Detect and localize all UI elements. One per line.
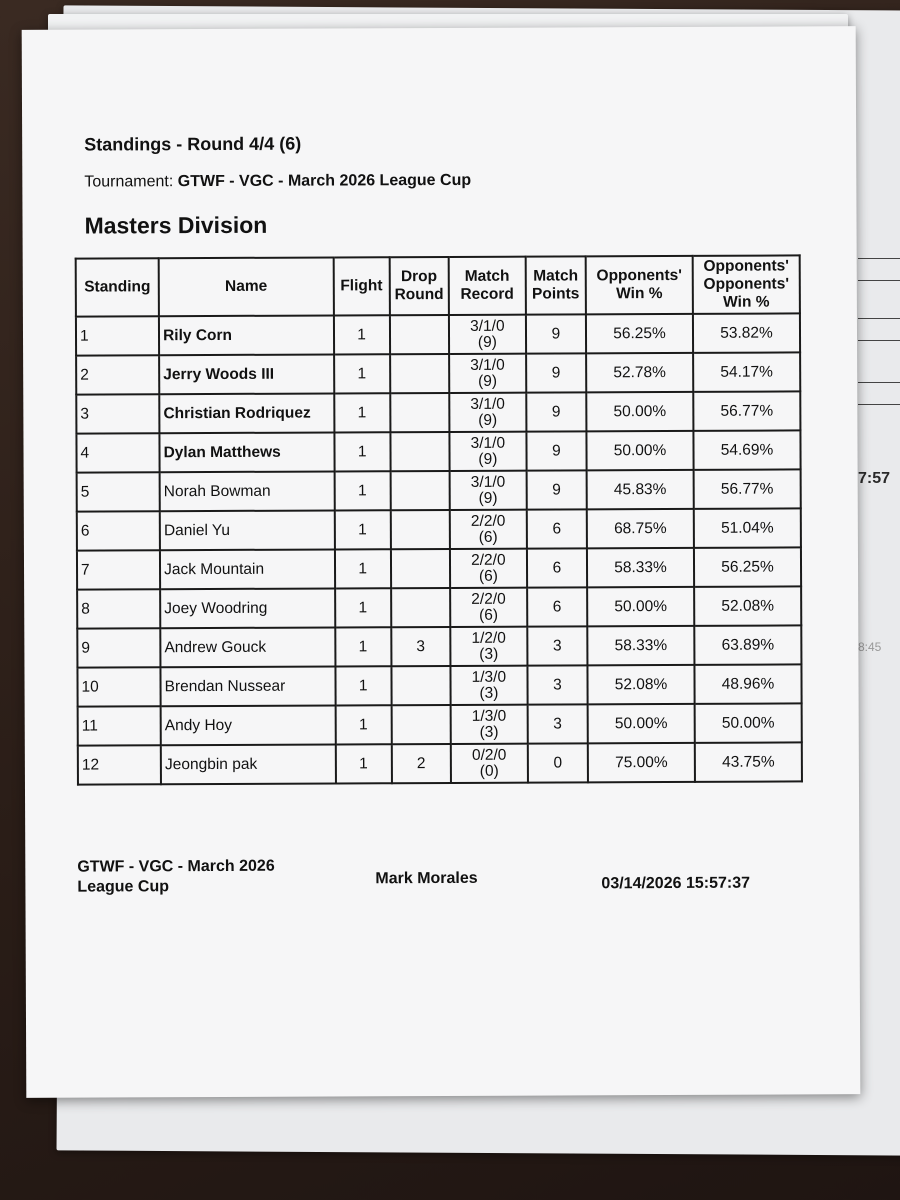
cell-player-name: Jack Mountain [160,549,335,589]
record-points: (6) [478,567,498,585]
cell-player-name: Norah Bowman [160,471,335,511]
cell-flight: 1 [335,549,391,588]
cell-match-record [449,432,526,471]
cell-flight: 1 [334,510,390,549]
cell-match-record [449,354,526,393]
record-wlt: 0/2/0 [471,746,507,764]
cell-match-record [450,627,527,666]
cell-opponents-win: 75.00% [588,743,695,782]
column-header-flight: Flight [333,257,389,315]
footer-event-name [77,856,327,897]
cell-standing: 1 [76,316,159,355]
cell-drop-round [390,354,449,393]
record-wlt: 2/2/0 [471,551,506,569]
record-points: (9) [478,372,498,390]
column-header-match-record: Match Record [449,257,526,315]
record-points: (6) [479,606,499,624]
cell-drop-round [391,588,450,627]
cell-standing: 9 [77,628,160,667]
cell-opp-opp-win: 63.89% [694,625,801,664]
cell-match-record [450,588,527,627]
cell-opponents-win: 50.00% [586,392,693,431]
cell-flight: 1 [335,744,391,783]
cell-match-points: 9 [526,314,586,353]
cell-match-points: 9 [526,392,586,431]
cell-standing: 2 [76,355,159,394]
cell-match-points: 3 [527,626,587,665]
standings-rows [76,313,802,784]
cell-match-record [449,315,526,354]
cell-opponents-win: 56.25% [586,314,693,353]
record-points: (6) [478,528,498,546]
cell-opp-opp-win: 51.04% [694,508,801,547]
cell-drop-round [390,432,449,471]
cell-match-record [450,510,527,549]
record-wlt: 3/1/0 [470,434,506,452]
cell-standing: 6 [77,511,160,550]
cell-match-record [449,393,526,432]
cell-match-record [451,744,528,783]
cell-match-points: 9 [526,431,586,470]
background-page-line [858,258,900,259]
cell-player-name: Andrew Gouck [160,627,335,667]
table-row [77,547,801,589]
cell-drop-round [390,510,449,549]
cell-drop-round [390,315,449,354]
cell-match-points: 6 [527,587,587,626]
table-row [77,664,801,706]
cell-opp-opp-win: 53.82% [693,313,800,352]
table-row [77,586,801,628]
cell-player-name: Rily Corn [159,315,334,355]
record-wlt: 3/1/0 [470,473,506,491]
column-header-match-points: Match Points [525,256,585,314]
cell-drop-round [391,666,450,705]
cell-opponents-win: 52.08% [587,665,694,704]
cell-standing: 3 [76,394,159,433]
cell-flight: 1 [334,393,390,432]
table-row [76,352,800,394]
cell-drop-round [391,549,450,588]
cell-flight: 1 [335,666,391,705]
background-page-line [858,404,900,405]
footer-event-line2: League Cup [77,878,170,896]
table-row [78,742,802,784]
record-wlt: 1/2/0 [471,629,506,647]
cell-player-name: Jeongbin pak [161,744,336,784]
column-header-name: Name [159,257,334,316]
table-row [77,625,801,667]
standings-table [75,254,803,785]
cell-opp-opp-win: 54.69% [693,430,800,469]
cell-drop-round [390,393,449,432]
column-header-standing: Standing [76,258,159,316]
table-row [76,313,800,355]
cell-standing: 11 [78,706,161,745]
cell-flight: 1 [334,432,390,471]
record-points: (9) [478,411,498,429]
table-header-row [76,255,800,316]
column-header-opp-opp-win: Opponents' Opponents' Win % [693,255,800,313]
cell-opp-opp-win: 52.08% [694,586,801,625]
cell-player-name: Joey Woodring [160,588,335,628]
cell-match-points: 9 [526,353,586,392]
cell-drop-round [390,471,449,510]
cell-standing: 5 [77,472,160,511]
record-points: (9) [478,450,498,468]
cell-drop-round: 2 [391,744,450,783]
cell-opponents-win: 50.00% [587,587,694,626]
table-row [77,469,801,511]
record-points: (3) [479,723,499,741]
division-heading: Masters Division [84,211,268,239]
footer-organizer: Mark Morales [375,869,478,888]
tournament-line [84,172,471,192]
background-page-time: 7:57 [858,470,891,487]
background-page-line [858,280,900,281]
cell-match-points: 3 [527,665,587,704]
column-header-opponents-win: Opponents' Win % [586,256,693,314]
background-page-line [858,382,900,383]
cell-opp-opp-win: 56.77% [694,469,801,508]
background-page-time-faint: 8:45 [858,640,882,654]
record-wlt: 1/3/0 [471,707,507,725]
standings-sheet [22,26,861,1098]
cell-opp-opp-win: 48.96% [694,664,801,703]
tournament-name: GTWF - VGC - March 2026 League Cup [177,171,472,191]
record-points: (3) [479,645,499,663]
cell-standing: 8 [77,589,160,628]
background-page-line [858,340,900,341]
record-wlt: 3/1/0 [470,317,505,335]
cell-flight: 1 [333,315,389,354]
cell-player-name: Christian Rodriquez [159,393,334,433]
cell-opponents-win: 58.33% [587,548,694,587]
cell-match-record [450,666,527,705]
cell-flight: 1 [334,354,390,393]
cell-match-points: 9 [526,470,586,509]
footer-event-line1: GTWF - VGC - March 2026 [77,857,275,876]
table-row [76,430,800,472]
cell-opponents-win: 45.83% [587,470,694,509]
cell-drop-round [391,705,450,744]
footer-timestamp: 03/14/2026 15:57:37 [601,874,751,893]
cell-opponents-win: 58.33% [587,626,694,665]
cell-standing: 12 [78,745,161,784]
cell-opp-opp-win: 54.17% [693,352,800,391]
cell-opp-opp-win: 50.00% [695,703,802,742]
cell-flight: 1 [335,627,391,666]
column-header-drop-round: Drop Round [389,257,449,315]
cell-standing: 10 [77,667,160,706]
record-points: (9) [478,489,498,507]
cell-match-points: 6 [527,509,587,548]
cell-player-name: Daniel Yu [160,510,335,550]
table-row [78,703,802,745]
record-points: (0) [479,762,499,780]
record-points: (9) [477,333,497,351]
cell-player-name: Brendan Nussear [161,666,336,706]
page-title: Standings - Round 4/4 (6) [84,133,302,155]
cell-match-record [450,549,527,588]
table-row [77,508,801,550]
cell-standing: 4 [76,433,159,472]
cell-opponents-win: 50.00% [588,704,695,743]
cell-opponents-win: 68.75% [587,509,694,548]
cell-opponents-win: 50.00% [586,431,693,470]
background-page-line [858,318,900,319]
table-row [76,391,800,433]
cell-match-record [451,705,528,744]
record-wlt: 3/1/0 [470,395,505,413]
cell-match-record [450,471,527,510]
record-wlt: 2/2/0 [471,590,506,608]
cell-opp-opp-win: 43.75% [695,742,802,781]
cell-opp-opp-win: 56.77% [693,391,800,430]
cell-flight: 1 [334,471,390,510]
tournament-label: Tournament: [84,173,174,191]
cell-opponents-win: 52.78% [586,353,693,392]
cell-match-points: 6 [527,548,587,587]
cell-player-name: Dylan Matthews [160,432,335,472]
record-points: (3) [479,684,499,702]
cell-match-points: 3 [527,704,587,743]
cell-flight: 1 [335,705,391,744]
record-wlt: 1/3/0 [471,668,507,686]
cell-drop-round: 3 [391,627,450,666]
record-wlt: 2/2/0 [470,512,506,530]
cell-player-name: Andy Hoy [161,705,336,745]
cell-player-name: Jerry Woods III [159,354,334,394]
cell-standing: 7 [77,550,160,589]
record-wlt: 3/1/0 [470,356,505,374]
cell-match-points: 0 [528,743,588,782]
cell-opp-opp-win: 56.25% [694,547,801,586]
cell-flight: 1 [335,588,391,627]
